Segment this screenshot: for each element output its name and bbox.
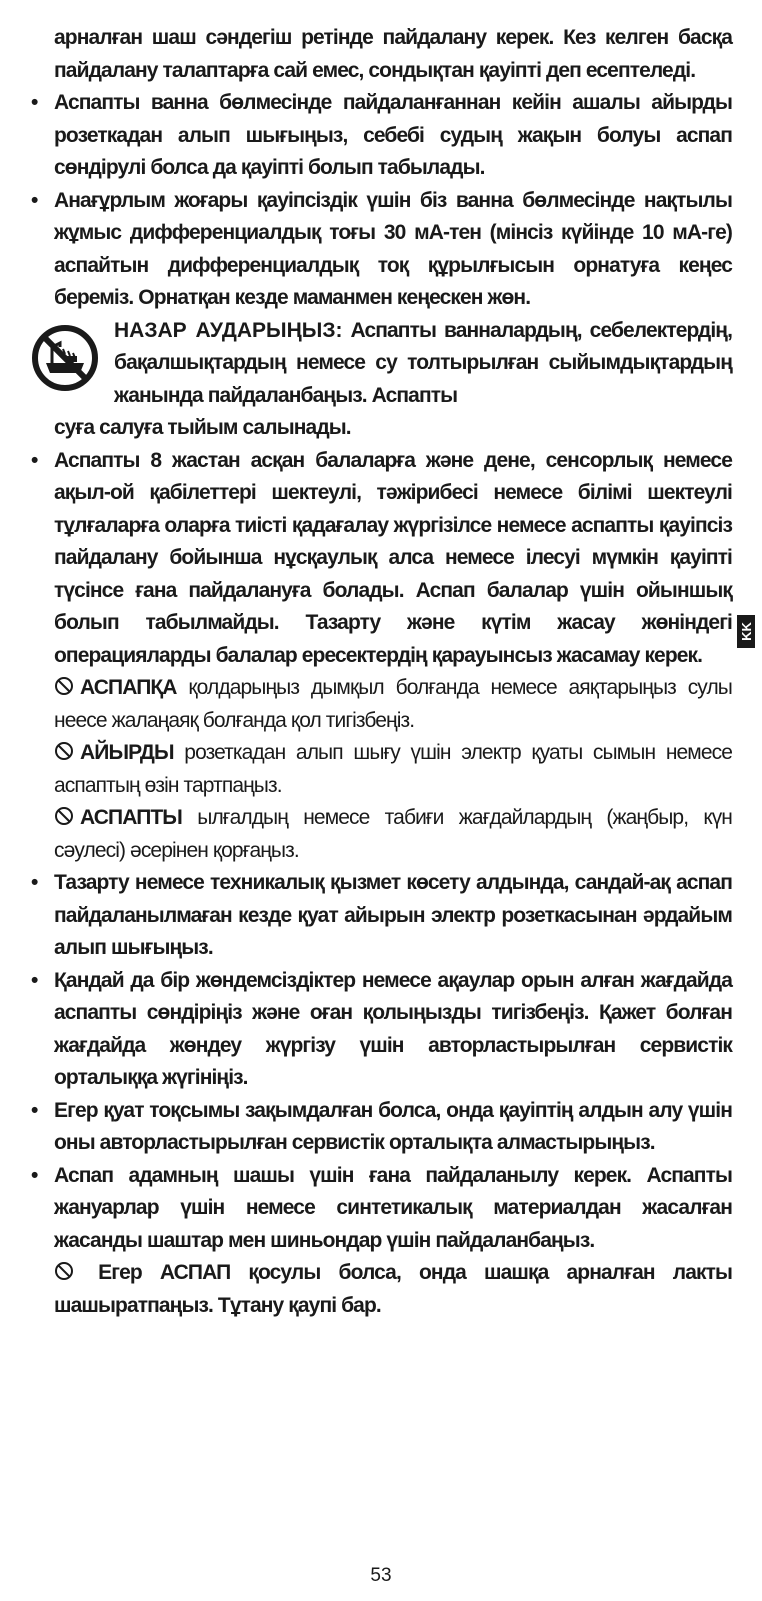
list-item-text: Тазарту немесе техникалық қызмет көсету алдында, сандай-ақ аспап пайдаланылмаған кезде қуат айырын электр розеткасынан әрдайым алып шығыңыз. <box>54 871 732 959</box>
prohibited-icon <box>54 1261 74 1281</box>
prohibited-icon <box>54 806 74 826</box>
list-item-text: Аспапты ванна бөлмесінде пайдаланғаннан кейін ашалы айырды розеткадан алып шығыңыз, себебі судың жақын болуы аспап сөндірулі болса да қауіпті болып табылады. <box>54 91 732 179</box>
bullet-dot: • <box>31 448 38 472</box>
page-body <box>30 22 732 1322</box>
warning-body: Аспапты ванналардың, себелектердің, бақалшықтардың немесе су толтырылған сыйымдықтардың жанында пайдаланбаңыз. Аспапты <box>114 318 733 407</box>
no-water-bath-icon <box>30 323 100 393</box>
prohibited-icon <box>54 676 74 696</box>
warning-block <box>30 315 732 445</box>
prohibition-head: АСПАПТЫ <box>80 806 182 829</box>
prohibition-note <box>30 802 732 867</box>
prohibition-text: ылғалдың немесе табиғи жағдайлардың (жаңбыр, күн сәулесі) әсерінен қорғаңыз. <box>54 806 732 862</box>
list-item <box>30 965 732 1095</box>
language-tab-label: KK <box>738 622 754 641</box>
bullet-dot: • <box>31 1098 38 1122</box>
page-number: 53 <box>370 1565 392 1586</box>
list-item <box>30 1160 732 1258</box>
bullet-dot: • <box>31 871 38 894</box>
list-item <box>30 867 732 965</box>
bullet-dot: • <box>31 968 38 992</box>
bullet-dot: • <box>31 1163 38 1187</box>
list-item-text: Аспап адамның шашы үшін ғана пайдаланылу керек. Аспапты жануарлар үшін немесе синтетикалық материалдан жасалған жасанды шаштар мен шиньондар үшін пайдаланбаңыз. <box>54 1163 732 1252</box>
prohibition-text: Егер АСПАП қосулы болса, онда шашқа арналған лакты шашыратпаңыз. Тұтану қаупі бар. <box>54 1261 732 1317</box>
list-item-text: Аспапты 8 жастан асқан балаларға және дене, сенсорлық немесе ақыл-ой қабілеттері шектеулі, тәжірибесі немесе білімі шектеулі тұлғаларға оларға тиісті қадағалау жүргізілсе немесе аспапты қауіпсіз пайдалану бойынша нұсқаулық алса немесе ілесуі мүмкін қауіпті түсінсе ғана пайдалануға болады. Аспап балалар үшін ойыншық болып табылмайды. Тазарту және күтім жасау жөніндегі операцияларды балалар ересектердің қарауынсыз жасамау керек. <box>54 448 732 667</box>
list-item-text: Егер қуат тоқсымы зақымдалған болса, онда қауіптің алдын алу үшін оны авторластырылған сервистік орталықта алмастырыңыз. <box>54 1098 732 1154</box>
list-item <box>30 185 732 315</box>
prohibition-note <box>30 1257 732 1322</box>
bullet-dot: • <box>31 91 38 114</box>
bullet-dot: • <box>31 188 38 212</box>
warning-tail: суға салуға тыйым салынады. <box>54 416 351 439</box>
language-tab <box>737 615 755 648</box>
warning-text <box>30 315 732 413</box>
prohibition-text: розеткадан алып шығу үшін электр қуаты сымын немесе аспаптың өзін тартпаңыз. <box>54 741 732 797</box>
list-item <box>30 87 732 185</box>
prohibition-note <box>30 737 732 802</box>
prohibition-text: қолдарыңыз дымқыл болғанда немесе аяқтарыңыз сулы неесе жалаңаяқ болғанда қол тигізбеңіз. <box>54 676 732 732</box>
prohibition-note <box>30 672 732 737</box>
list-item-text: Анағұрлым жоғары қауіпсіздік үшін біз ванна бөлмесінде нақтылы жұмыс дифференциалдық тоғы 30 мА-тен (мінсіз күйінде 10 мА-ге) аспайтын дифференциалдық тоқ құрылғысын орнатуға кеңес береміз. Орнатқан кезде маманмен кеңескен жөн. <box>54 188 732 309</box>
list-item <box>30 1095 732 1160</box>
list-item-text: Қандай да бір жөндемсіздіктер немесе ақаулар орын алған жағдайда аспапты сөндіріңіз және оған қолыңызды тигізбеңіз. Қажет болған жағдайда жөндеу жүргізу үшін авторластырылған сервистік орталыққа жүгініңіз. <box>54 968 732 1089</box>
prohibition-head: АЙЫРДЫ <box>80 741 174 764</box>
continuation-paragraph: арналған шаш сәндегіш ретінде пайдалану керек. Кез келген басқа пайдалану талаптарға сай емес, сондықтан қауіпті деп есептеледі. <box>54 26 732 82</box>
list-item <box>30 445 732 673</box>
prohibited-icon <box>54 741 74 761</box>
prohibition-head: АСПАПҚА <box>80 676 177 699</box>
warning-heading: НАЗАР АУДАРЫҢЫЗ: <box>114 318 343 342</box>
